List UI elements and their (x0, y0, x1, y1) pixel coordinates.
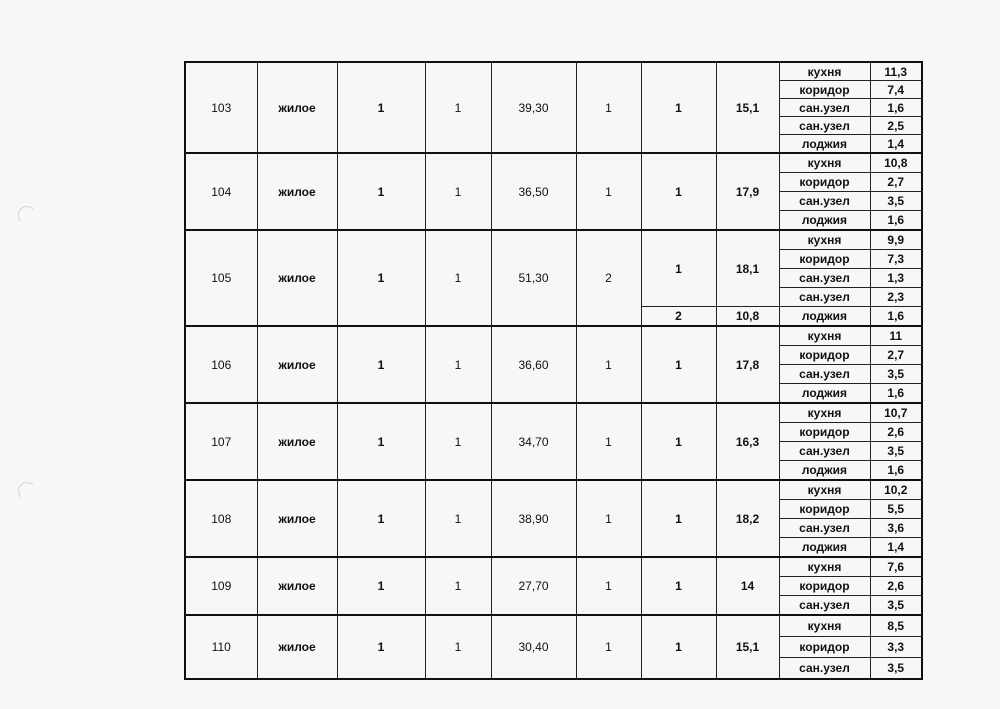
aux-room-area: 7,3 (870, 250, 922, 269)
aux-room-area: 2,7 (870, 346, 922, 365)
aux-room-name: лоджия (779, 461, 870, 481)
aux-room-name: коридор (779, 637, 870, 658)
table-row (185, 62, 922, 81)
aux-room-name: лоджия (779, 211, 870, 231)
aux-room-area: 1,6 (870, 384, 922, 404)
apartment-number: 105 (185, 230, 257, 326)
room-count: 1 (337, 326, 425, 403)
living-room-area: 15,1 (716, 615, 779, 679)
aux-room-area: 1,4 (870, 135, 922, 154)
aux-room-name: сан.узел (779, 365, 870, 384)
aux-room-area: 9,9 (870, 230, 922, 250)
aux-room-area: 1,6 (870, 211, 922, 231)
aux-room-area: 1,6 (870, 461, 922, 481)
aux-room-area: 3,3 (870, 637, 922, 658)
aux-room-area: 2,6 (870, 577, 922, 596)
room-count: 1 (337, 62, 425, 153)
aux-room-name: лоджия (779, 135, 870, 154)
apartment-number: 108 (185, 480, 257, 557)
floor-number: 1 (425, 557, 491, 615)
room-count: 1 (337, 403, 425, 480)
table-row (185, 230, 922, 250)
aux-room-area: 2,3 (870, 288, 922, 307)
room-count: 1 (337, 557, 425, 615)
table-row (185, 480, 922, 500)
apartment-number: 109 (185, 557, 257, 615)
room-count: 1 (337, 153, 425, 230)
apartment-table (184, 61, 923, 680)
aux-room-name: сан.узел (779, 269, 870, 288)
aux-room-area: 10,2 (870, 480, 922, 500)
aux-room-area: 11,3 (870, 62, 922, 81)
living-room-area: 17,9 (716, 153, 779, 230)
aux-room-area: 3,5 (870, 192, 922, 211)
floor-number: 1 (425, 480, 491, 557)
living-room-number: 1 (641, 615, 716, 679)
aux-room-area: 2,6 (870, 423, 922, 442)
aux-room-area: 2,5 (870, 117, 922, 135)
aux-room-area: 7,4 (870, 81, 922, 99)
apartment-number: 106 (185, 326, 257, 403)
living-room-area: 10,8 (716, 307, 779, 327)
premises-type: жилое (257, 615, 337, 679)
aux-room-name: кухня (779, 615, 870, 637)
room-count: 1 (337, 615, 425, 679)
total-area: 38,90 (491, 480, 576, 557)
aux-room-name: сан.узел (779, 519, 870, 538)
aux-room-name: сан.узел (779, 442, 870, 461)
living-room-number: 1 (641, 557, 716, 615)
room-count: 1 (337, 480, 425, 557)
living-room-count: 1 (576, 153, 641, 230)
aux-room-name: сан.узел (779, 288, 870, 307)
aux-room-name: коридор (779, 423, 870, 442)
aux-room-area: 1,4 (870, 538, 922, 558)
living-room-number: 1 (641, 62, 716, 153)
aux-room-name: кухня (779, 403, 870, 423)
floor-number: 1 (425, 403, 491, 480)
table-row (185, 615, 922, 637)
aux-room-area: 3,5 (870, 658, 922, 680)
aux-room-area: 5,5 (870, 500, 922, 519)
aux-room-name: кухня (779, 557, 870, 577)
aux-room-name: коридор (779, 81, 870, 99)
aux-room-name: сан.узел (779, 117, 870, 135)
living-room-area: 14 (716, 557, 779, 615)
floor-number: 1 (425, 230, 491, 326)
aux-room-name: кухня (779, 480, 870, 500)
aux-room-name: коридор (779, 346, 870, 365)
aux-room-name: кухня (779, 326, 870, 346)
total-area: 51,30 (491, 230, 576, 326)
living-room-count: 1 (576, 480, 641, 557)
living-room-count: 1 (576, 557, 641, 615)
aux-room-area: 1,6 (870, 99, 922, 117)
premises-type: жилое (257, 62, 337, 153)
aux-room-area: 3,5 (870, 596, 922, 616)
aux-room-name: сан.узел (779, 596, 870, 616)
aux-room-name: сан.узел (779, 99, 870, 117)
premises-type: жилое (257, 326, 337, 403)
living-room-area: 16,3 (716, 403, 779, 480)
living-room-number: 2 (641, 307, 716, 327)
total-area: 39,30 (491, 62, 576, 153)
total-area: 36,50 (491, 153, 576, 230)
aux-room-area: 2,7 (870, 173, 922, 192)
punch-hole-mark (18, 206, 36, 224)
aux-room-area: 8,5 (870, 615, 922, 637)
aux-room-name: лоджия (779, 384, 870, 404)
living-room-area: 18,1 (716, 230, 779, 307)
total-area: 34,70 (491, 403, 576, 480)
room-count: 1 (337, 230, 425, 326)
living-room-number: 1 (641, 480, 716, 557)
floor-number: 1 (425, 153, 491, 230)
living-room-number: 1 (641, 230, 716, 307)
living-room-area: 18,2 (716, 480, 779, 557)
living-room-number: 1 (641, 326, 716, 403)
aux-room-area: 3,6 (870, 519, 922, 538)
living-room-count: 2 (576, 230, 641, 326)
aux-room-name: коридор (779, 577, 870, 596)
table-row (185, 153, 922, 173)
apartment-number: 104 (185, 153, 257, 230)
table-row (185, 403, 922, 423)
premises-type: жилое (257, 557, 337, 615)
aux-room-name: коридор (779, 173, 870, 192)
aux-room-name: сан.узел (779, 658, 870, 680)
aux-room-area: 1,3 (870, 269, 922, 288)
living-room-area: 17,8 (716, 326, 779, 403)
aux-room-name: кухня (779, 62, 870, 81)
aux-room-area: 3,5 (870, 365, 922, 384)
floor-number: 1 (425, 326, 491, 403)
aux-room-name: лоджия (779, 307, 870, 327)
aux-room-name: коридор (779, 250, 870, 269)
floor-number: 1 (425, 615, 491, 679)
total-area: 30,40 (491, 615, 576, 679)
table-row (185, 557, 922, 577)
aux-room-name: сан.узел (779, 192, 870, 211)
living-room-number: 1 (641, 403, 716, 480)
premises-type: жилое (257, 153, 337, 230)
living-room-count: 1 (576, 403, 641, 480)
aux-room-name: кухня (779, 153, 870, 173)
aux-room-area: 11 (870, 326, 922, 346)
living-room-area: 15,1 (716, 62, 779, 153)
premises-type: жилое (257, 480, 337, 557)
apartment-number: 103 (185, 62, 257, 153)
total-area: 27,70 (491, 557, 576, 615)
apartment-number: 110 (185, 615, 257, 679)
premises-type: жилое (257, 230, 337, 326)
living-room-count: 1 (576, 62, 641, 153)
apartment-number: 107 (185, 403, 257, 480)
aux-room-name: кухня (779, 230, 870, 250)
punch-hole-mark (18, 482, 36, 500)
aux-room-area: 1,6 (870, 307, 922, 327)
aux-room-area: 10,8 (870, 153, 922, 173)
aux-room-name: коридор (779, 500, 870, 519)
total-area: 36,60 (491, 326, 576, 403)
premises-type: жилое (257, 403, 337, 480)
aux-room-name: лоджия (779, 538, 870, 558)
floor-number: 1 (425, 62, 491, 153)
living-room-count: 1 (576, 326, 641, 403)
living-room-count: 1 (576, 615, 641, 679)
living-room-number: 1 (641, 153, 716, 230)
aux-room-area: 7,6 (870, 557, 922, 577)
table-row (185, 326, 922, 346)
aux-room-area: 3,5 (870, 442, 922, 461)
aux-room-area: 10,7 (870, 403, 922, 423)
